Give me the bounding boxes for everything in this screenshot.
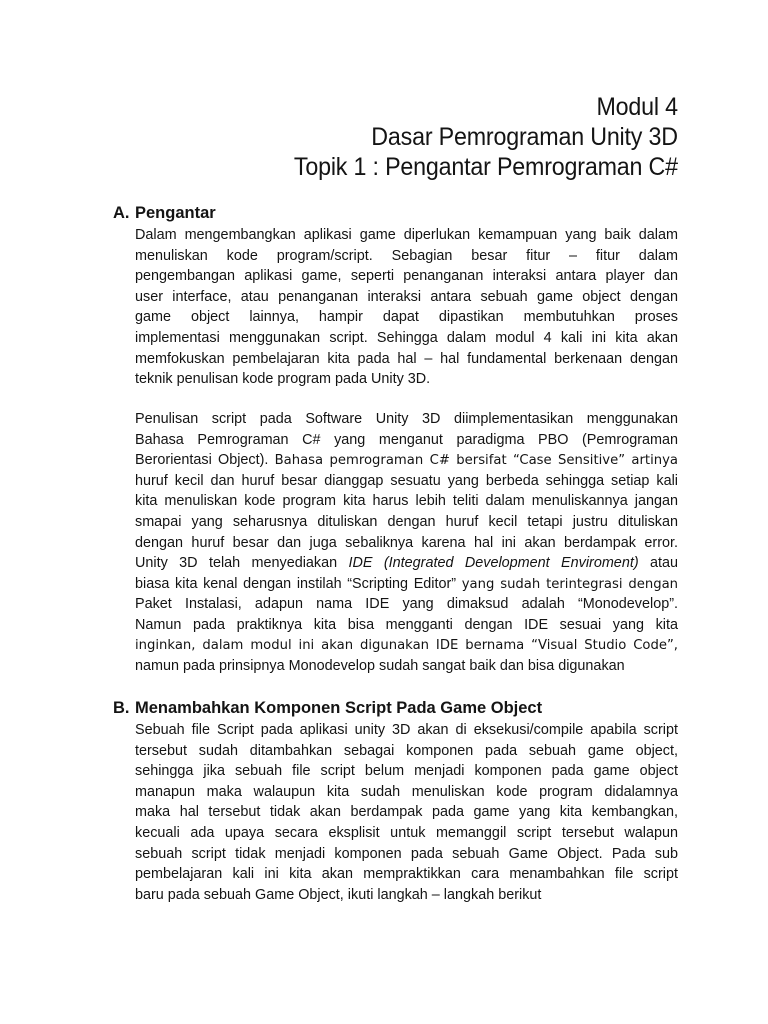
- text-line: game object lainnya, hampir dapat dipastikan membutuhkan proses: [135, 309, 678, 326]
- text-line: teknik penulisan kode program pada Unity 3D.: [135, 371, 431, 388]
- text-line: Penulisan script pada Software Unity 3D diimplementasikan menggunakan: [135, 411, 678, 427]
- section-b-title: Menambahkan Komponen Script Pada Game Object: [135, 699, 543, 717]
- text-line: Sebuah file Script pada aplikasi unity 3D akan di eksekusi/compile apabila script: [135, 722, 678, 738]
- section-b-letter: B.: [113, 699, 130, 717]
- section-a-letter: A.: [113, 204, 130, 222]
- text-line: sehingga jika sebuah file script belum menjadi komponen pada game object: [135, 763, 678, 780]
- text-line: Paket Instalasi, adapun nama IDE yang dimaksud adalah “Monodevelop”.: [135, 596, 678, 613]
- text-line: user interface, atau penanganan interaksi antara sebuah game object dengan: [135, 288, 678, 305]
- text-run: yang sudah terintegrasi dengan: [461, 576, 679, 592]
- text-line: memfokuskan pembelajaran kita pada hal – hal fundamental berkenaan dengan: [135, 350, 678, 367]
- text-run: Berorientasi Object).: [135, 452, 269, 469]
- text-line: kita menuliskan kode program kita harus lebih teliti dalam menuliskannya jangan: [135, 493, 678, 510]
- section-a-title: Pengantar: [135, 204, 216, 222]
- section-a-paragraph-1: [135, 225, 678, 390]
- section-b-heading: [113, 699, 542, 718]
- section-a-heading: [113, 204, 216, 223]
- text-line: sebuah script tidak menjadi komponen pada sebuah Game Object. Pada sub: [135, 845, 678, 862]
- text-line: [135, 574, 678, 595]
- text-line: Dalam mengembangkan aplikasi game diperlukan kemampuan yang baik dalam: [135, 227, 678, 243]
- text-line: implementasi menggunakan script. Sehingga dalam modul 4 kali ini kita akan: [135, 329, 678, 346]
- document-title: [265, 92, 678, 182]
- text-line: pembelajaran kali ini kita akan mempraktikkan cara menambahkan file script: [135, 866, 678, 883]
- text-run: Unity 3D telah menyediakan: [135, 555, 338, 572]
- text-line: huruf kecil dan huruf besar dianggap sesuatu yang berbeda sehingga setiap kali: [135, 472, 678, 489]
- text-run: atau: [650, 555, 679, 572]
- text-line: [135, 450, 678, 471]
- text-line: baru pada sebuah Game Object, ikuti langkah – langkah berikut: [135, 886, 542, 903]
- section-b-paragraph-1: [135, 720, 678, 905]
- section-a-paragraph-2: [135, 409, 678, 677]
- text-line: kecuali ada upaya secara eksplisit untuk memanggil script tersebut walapun: [135, 824, 678, 841]
- text-line: Namun pada praktiknya kita bisa mengganti dengan IDE sesuai yang kita: [135, 616, 678, 633]
- text-run: Bahasa pemrograman C# bersifat “Case Sensitive” artinya: [274, 453, 679, 469]
- text-line: [135, 553, 678, 574]
- text-line: pengembangan aplikasi game, seperti penanganan interaksi antara player dan: [135, 268, 678, 285]
- text-line: namun pada prinsipnya Monodevelop sudah sangat baik dan bisa digunakan: [135, 658, 625, 675]
- title-module: Modul 4: [596, 93, 678, 121]
- text-line: menuliskan kode program/script. Sebagian besar fitur – fitur dalam: [135, 247, 678, 264]
- text-line: inginkan, dalam modul ini akan digunakan IDE bernama “Visual Studio Code”,: [135, 637, 678, 653]
- title-topic: Topik 1 : Pengantar Pemrograman C#: [294, 153, 678, 181]
- text-line: tersebut sudah ditambahkan sebagai komponen pada sebuah game object,: [135, 742, 678, 759]
- text-line: Bahasa Pemrograman C# yang menganut paradigma PBO (Pemrograman: [135, 431, 678, 448]
- text-line: maka hal tersebut tidak akan berdampak pada game yang kita kembangkan,: [135, 804, 678, 821]
- text-line: manapun maka walaupun kita sudah menuliskan kode program didalamnya: [135, 783, 678, 800]
- text-line: dengan huruf besar dan juga sebaliknya karena hal ini akan berdampak error.: [135, 534, 678, 551]
- text-run: biasa kita kenal dengan instilah “Scripting Editor”: [135, 575, 457, 592]
- title-subject: Dasar Pemrograman Unity 3D: [371, 123, 678, 151]
- text-line: smapai yang seharusnya dituliskan dengan huruf kecil tetapi justru dituliskan: [135, 513, 678, 530]
- text-run-italic: IDE (Integrated Development Enviroment): [348, 555, 639, 572]
